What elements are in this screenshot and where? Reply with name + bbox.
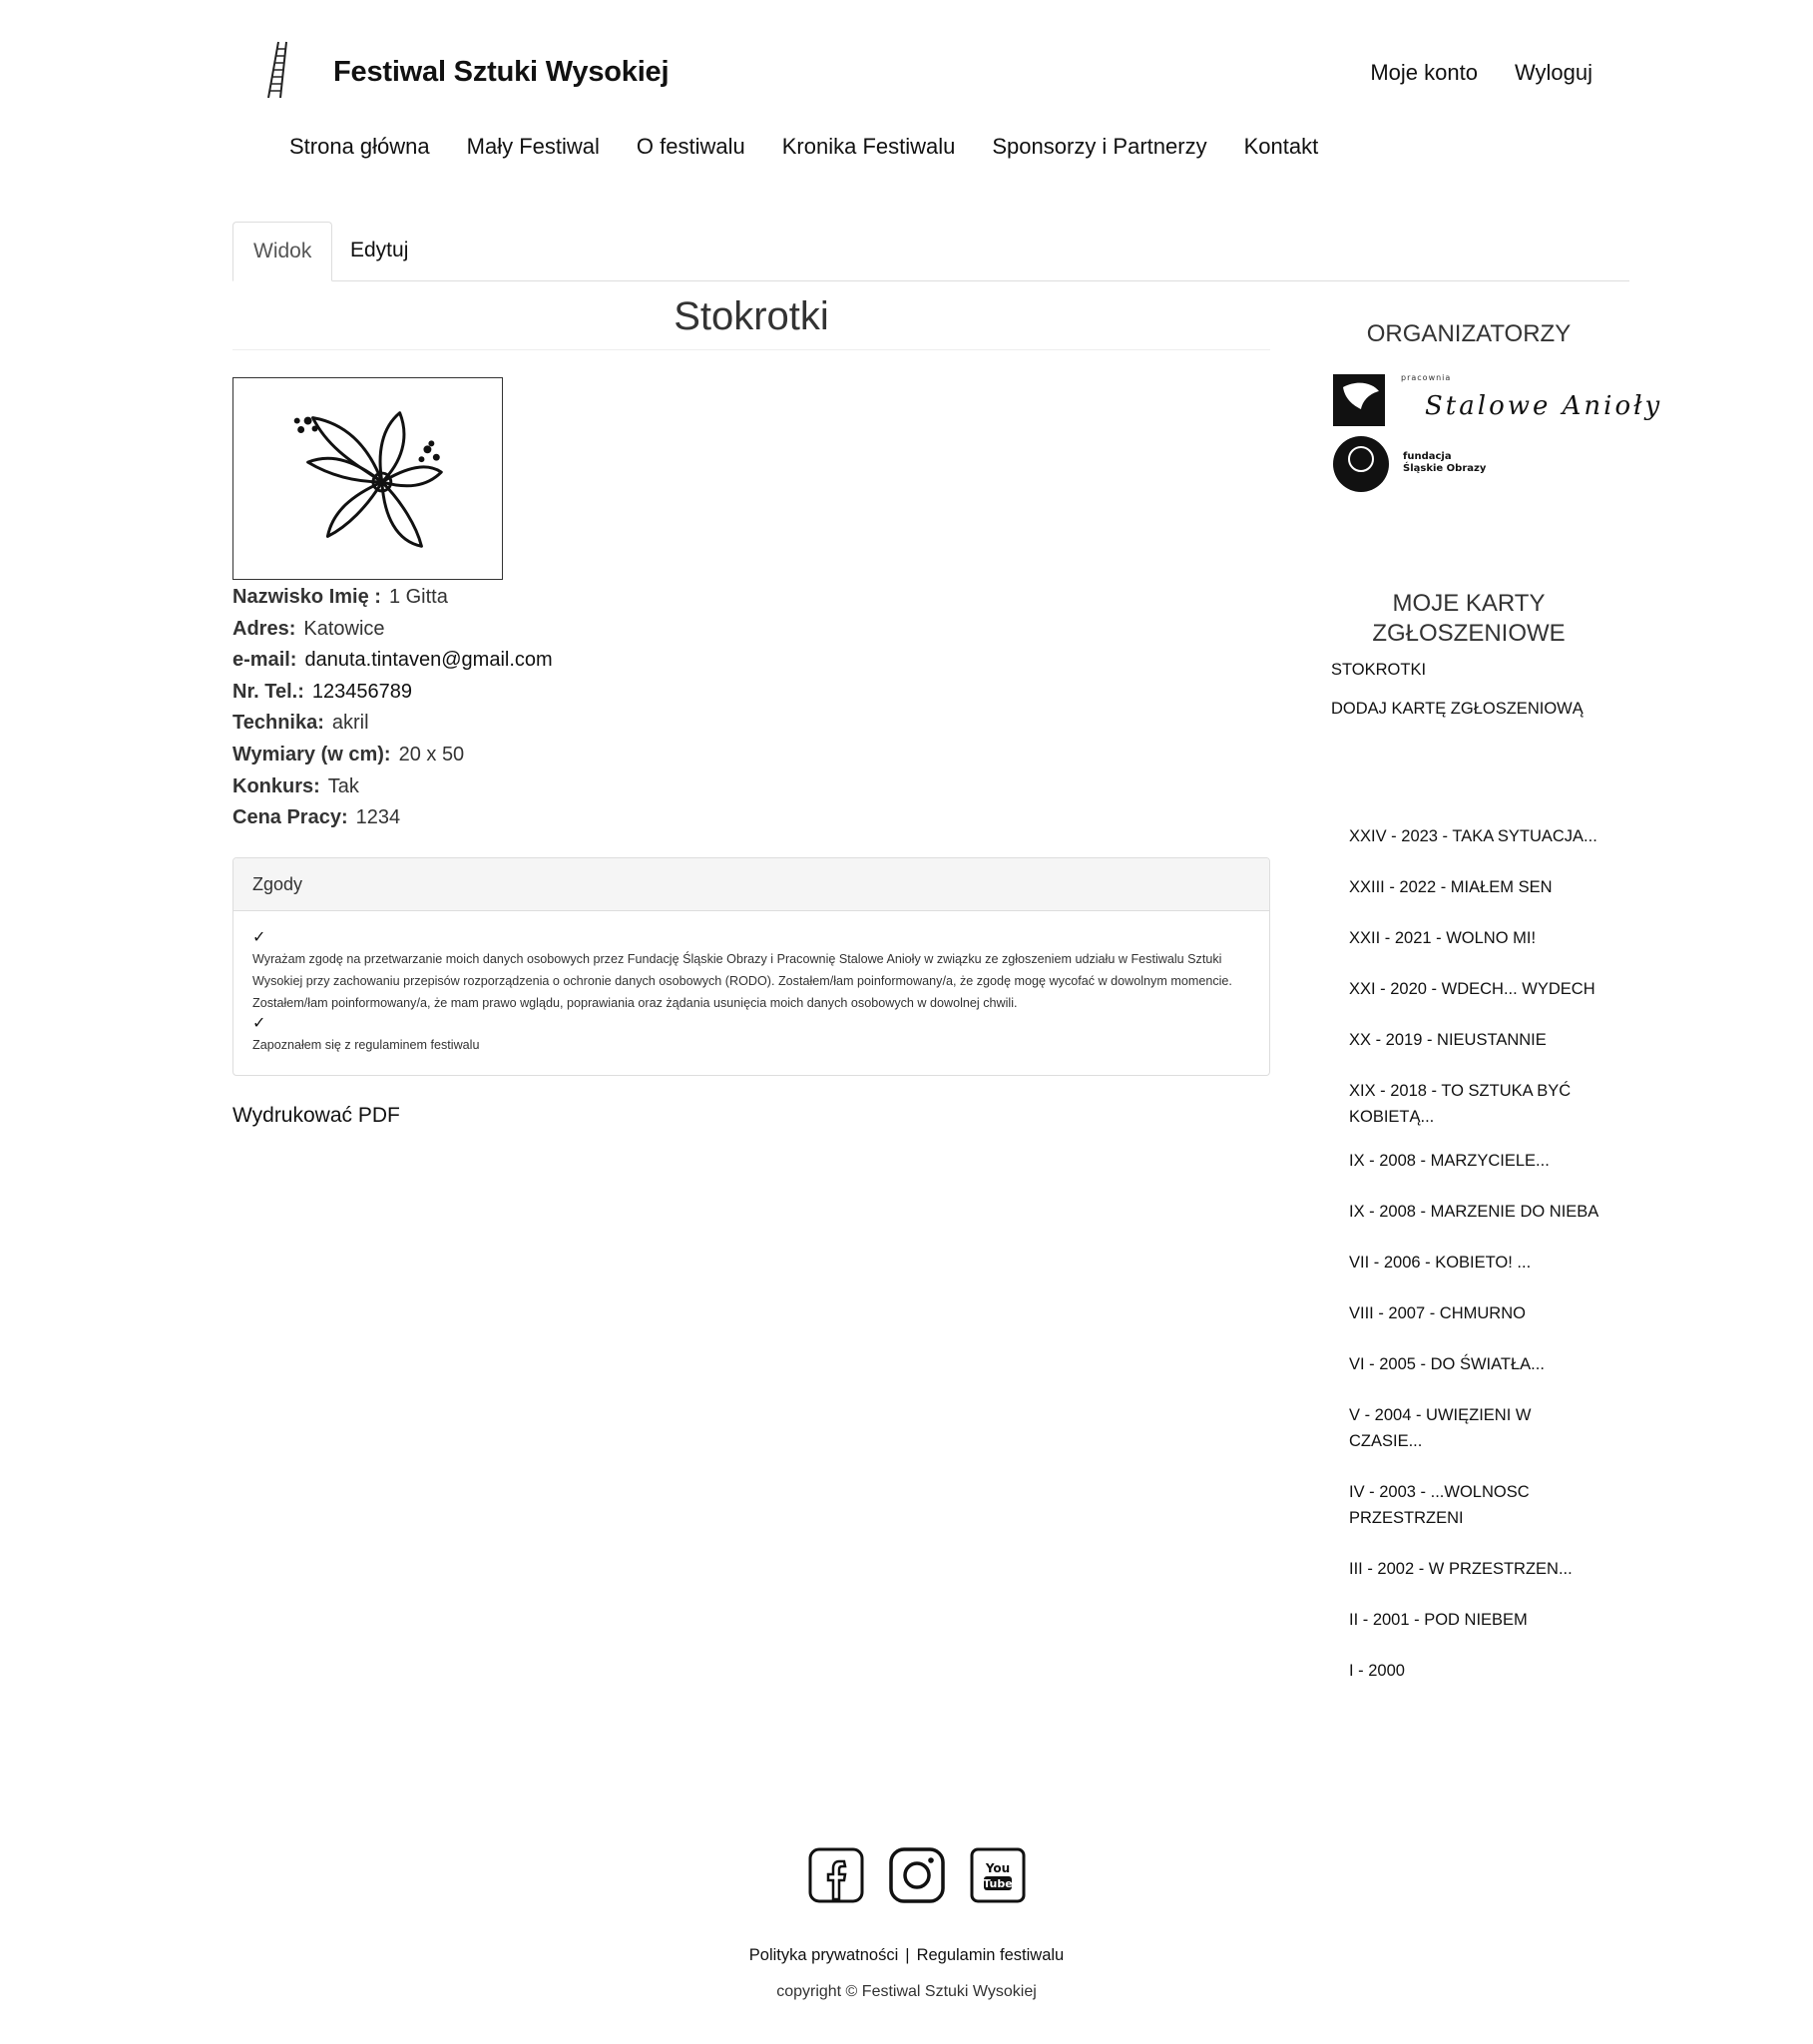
tab-view[interactable]: Widok <box>232 222 332 281</box>
archive-item[interactable]: IV - 2003 - ...WOLNOSC PRZESTRZENI <box>1349 1483 1530 1527</box>
email-link[interactable]: danuta.tintaven@gmail.com <box>304 649 553 672</box>
consents-body <box>233 911 1269 1056</box>
archive-item[interactable]: XIX - 2018 - TO SZTUKA BYĆ KOBIETĄ... <box>1349 1082 1572 1126</box>
org-logo-label: pracownia <box>1401 373 1452 382</box>
site-title[interactable]: Festiwal Sztuki Wysokiej <box>333 56 670 88</box>
phone-link[interactable]: 123456789 <box>311 680 412 703</box>
archive-item[interactable]: XXIII - 2022 - MIAŁEM SEN <box>1349 878 1553 896</box>
entry-fields <box>232 582 553 834</box>
field-label: Wymiary (w cm): <box>232 743 391 766</box>
archive-item[interactable]: I - 2000 <box>1349 1662 1405 1680</box>
field-label: Cena Pracy: <box>232 806 348 829</box>
print-pdf-link[interactable]: Wydrukować PDF <box>232 1104 400 1127</box>
field-email <box>232 645 553 677</box>
organizers-heading: ORGANIZATORZY <box>1366 320 1572 347</box>
footer-links <box>0 1946 1813 1965</box>
archive-item[interactable]: VI - 2005 - DO ŚWIATŁA... <box>1349 1355 1545 1373</box>
page-title: Stokrotki <box>232 282 1270 350</box>
my-cards-heading-line: MOJE KARTY <box>1392 590 1546 617</box>
field-dimensions <box>232 740 553 771</box>
archive-item[interactable]: XXII - 2021 - WOLNO MI! <box>1349 929 1537 947</box>
consents-panel <box>232 857 1270 1076</box>
org-logo-label: Stalowe Anioły <box>1425 391 1663 421</box>
field-price <box>232 802 553 834</box>
social-icons <box>808 1847 1026 1903</box>
archive-item[interactable]: IX - 2008 - MARZYCIELE... <box>1349 1152 1550 1170</box>
consents-heading: Zgody <box>233 858 1269 911</box>
main-navigation <box>289 134 1318 160</box>
privacy-policy-link[interactable]: Polityka prywatności <box>748 1946 899 1964</box>
archive-item[interactable]: III - 2002 - W PRZESTRZEN... <box>1349 1560 1573 1578</box>
field-address <box>232 614 553 646</box>
add-card-link[interactable]: DODAJ KARTĘ ZGŁOSZENIOWĄ <box>1331 700 1584 718</box>
check-icon: ✓ <box>252 929 266 946</box>
flower-artwork <box>233 378 502 579</box>
nav-item-home[interactable]: Strona główna <box>289 134 430 159</box>
my-cards-heading <box>1319 589 1618 649</box>
nav-item-chronicle[interactable]: Kronika Festiwalu <box>781 134 956 159</box>
field-value: Tak <box>327 774 359 797</box>
field-value: 20 x 50 <box>398 743 465 766</box>
youtube-icon[interactable] <box>970 1847 1026 1903</box>
site-header <box>0 0 1813 220</box>
archive-item[interactable]: XXI - 2020 - WDECH... WYDECH <box>1349 980 1595 998</box>
instagram-icon[interactable] <box>889 1847 945 1903</box>
festival-archive-list <box>1349 823 1608 1709</box>
nav-item-about[interactable]: O festiwalu <box>636 134 745 159</box>
nav-item-small-festival[interactable]: Mały Festiwal <box>466 134 600 159</box>
field-phone <box>232 677 553 709</box>
ladder-logo-icon[interactable] <box>264 40 294 100</box>
field-label: e-mail: <box>232 649 297 672</box>
org-logo-label: Śląskie Obrazy <box>1403 463 1487 474</box>
archive-item[interactable]: IX - 2008 - MARZENIE DO NIEBA <box>1349 1203 1599 1221</box>
archive-item[interactable]: V - 2004 - UWIĘZIENI W CZASIE... <box>1349 1406 1532 1450</box>
my-account-link[interactable]: Moje konto <box>1370 60 1478 85</box>
artwork-image <box>232 377 503 580</box>
field-technique <box>232 708 553 740</box>
festival-rules-link[interactable]: Regulamin festiwalu <box>916 1946 1065 1964</box>
field-competition <box>232 771 553 803</box>
sidebar <box>1319 319 1663 1680</box>
my-cards-list <box>1331 661 1584 739</box>
archive-item[interactable]: XXIV - 2023 - TAKA SYTUACJA... <box>1349 827 1597 845</box>
youtube-icon-text: Tube <box>983 1877 1013 1890</box>
field-value: 1234 <box>355 806 401 829</box>
field-value: akril <box>331 712 369 735</box>
field-label: Konkurs: <box>232 774 320 797</box>
tab-edit[interactable]: Edytuj <box>350 239 409 261</box>
field-label: Nr. Tel.: <box>232 680 304 703</box>
facebook-icon[interactable] <box>808 1847 864 1903</box>
view-edit-tabs <box>232 222 1629 281</box>
user-menu <box>1370 60 1592 86</box>
logout-link[interactable]: Wyloguj <box>1514 60 1592 85</box>
org-logo-label: fundacja <box>1403 451 1452 462</box>
field-value: 1 Gitta <box>388 586 448 608</box>
nav-item-contact[interactable]: Kontakt <box>1243 134 1319 159</box>
my-card-stokrotki[interactable]: STOKROTKI <box>1331 661 1427 679</box>
consent-text-rules: Zapoznałem się z regulaminem festiwalu <box>252 1038 480 1052</box>
archive-item[interactable]: VII - 2006 - KOBIETO! ... <box>1349 1254 1532 1272</box>
copyright: copyright © Festiwal Sztuki Wysokiej <box>776 1983 1037 2000</box>
field-label: Technika: <box>232 712 324 735</box>
entry-content <box>232 282 1270 1127</box>
field-label: Adres: <box>232 617 296 640</box>
field-name <box>232 582 553 614</box>
field-label: Nazwisko Imię : <box>232 586 381 608</box>
organizers-logos[interactable] <box>1333 369 1663 494</box>
field-value: Katowice <box>303 617 385 640</box>
my-cards-heading-line: ZGŁOSZENIOWE <box>1372 620 1566 647</box>
check-icon: ✓ <box>252 1015 266 1032</box>
archive-item[interactable]: VIII - 2007 - CHMURNO <box>1349 1304 1526 1322</box>
consent-text-rodo: Wyrażam zgodę na przetwarzanie moich danych osobowych przez Fundację Śląskie Obrazy i Pracownię Stalowe Anioły w związku ze zgłoszeniem udziału w Festiwalu Sztuki Wysokiej przy zachowaniu przepisów rozporządzenia o ochronie danych osobowych (RODO). Zostałem/łam poinformowany/a, że zgodę mogę wycofać w dowolnym momencie. Zostałem/łam poinformowany/a, że mam prawo wglądu, poprawiania oraz żądania usunięcia moich danych osobowych w dowolnej chwili. <box>252 952 1232 1010</box>
youtube-icon-text: You <box>985 1861 1011 1875</box>
nav-item-sponsors[interactable]: Sponsorzy i Partnerzy <box>992 134 1207 159</box>
archive-item[interactable]: II - 2001 - POD NIEBEM <box>1349 1611 1528 1629</box>
footer-separator: | <box>905 1946 910 1964</box>
archive-item[interactable]: XX - 2019 - NIEUSTANNIE <box>1349 1031 1547 1049</box>
